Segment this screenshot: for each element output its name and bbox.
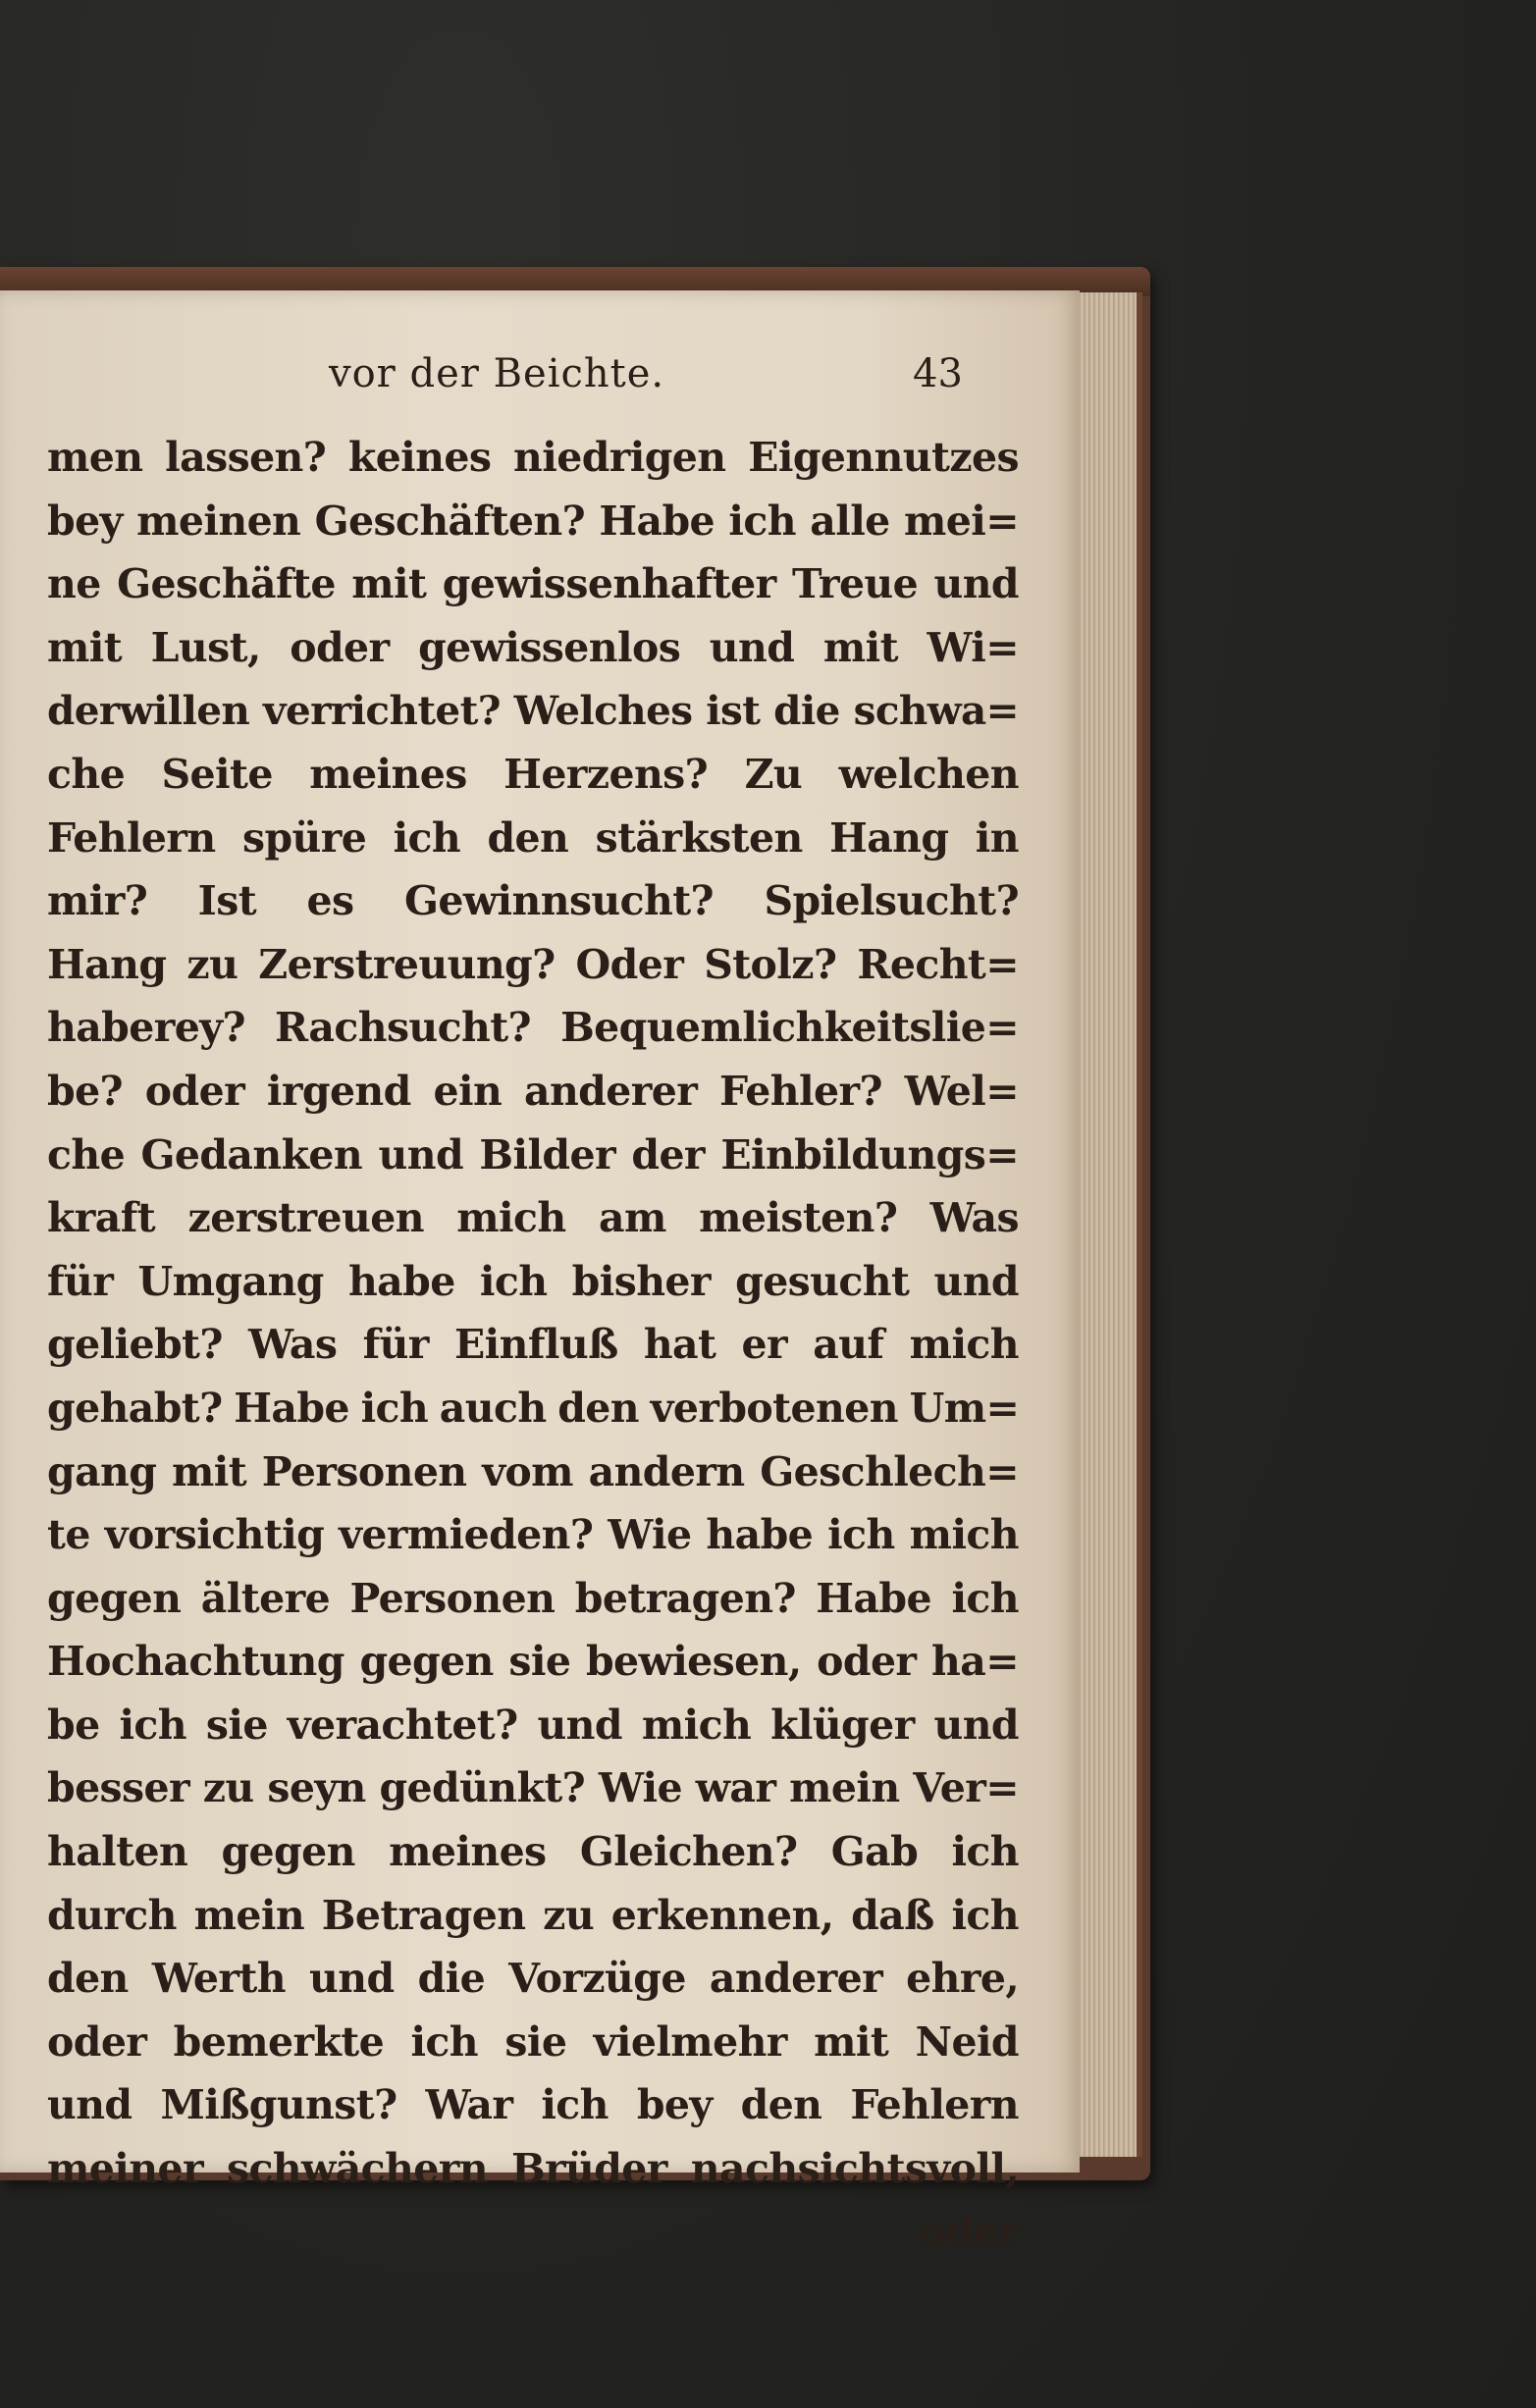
text-line: che Gedanken und Bilder der Einbildungs= xyxy=(47,1130,1019,1178)
text-line: halten gegen meines Gleichen? Gab ich xyxy=(47,1828,1019,1876)
text-line: gegen ältere Personen betragen? Habe ich xyxy=(47,1574,1019,1622)
text-line: oder bemerkte ich sie vielmehr mit Neid xyxy=(47,2017,1019,2066)
text-line: che Seite meines Herzens? Zu welchen xyxy=(47,750,1019,798)
text-line: men lassen? keines niedrigen Eigennutzes xyxy=(47,434,1019,481)
text-line: kraft zerstreuen mich am meisten? Was xyxy=(47,1194,1019,1242)
text-line: te vorsichtig vermieden? Wie habe ich mich xyxy=(47,1511,1019,1559)
running-head: vor der Beichte. xyxy=(329,351,665,396)
page-header xyxy=(0,351,1080,410)
text-line: den Werth und die Vorzüge anderer ehre, xyxy=(47,1955,1019,2003)
text-line: derwillen verrichtet? Welches ist die schwa= xyxy=(47,687,1019,735)
text-line: geliebt? Was für Einfluß hat er auf mich xyxy=(47,1321,1019,1369)
text-line: Hochachtung gegen sie bewiesen, oder ha= xyxy=(47,1638,1019,1686)
text-line: Fehlern spüre ich den stärksten Hang in xyxy=(47,813,1019,862)
text-line: für Umgang habe ich bisher gesucht und xyxy=(47,1257,1019,1305)
text-line: bey meinen Geschäften? Habe ich alle mei= xyxy=(47,497,1019,545)
text-line: mit Lust, oder gewissenlos und mit Wi= xyxy=(47,623,1019,671)
text-line: gehabt? Habe ich auch den verbotenen Um= xyxy=(47,1384,1020,1432)
catchword: oder xyxy=(919,2208,1019,2256)
text-line: ne Geschäfte mit gewissenhafter Treue und xyxy=(47,560,1019,608)
text-line: meiner schwächern Brüder nachsichtsvoll, xyxy=(47,2145,1019,2193)
text-line: haberey? Rachsucht? Bequemlichkeitslie= xyxy=(47,1004,1019,1052)
text-line: durch mein Betragen zu erkennen, daß ich xyxy=(47,1891,1019,1939)
text-line: Hang zu Zerstreuung? Oder Stolz? Recht= xyxy=(47,940,1019,988)
text-line: besser zu seyn gedünkt? Wie war mein Ver= xyxy=(47,1764,1019,1812)
text-line: und Mißgunst? War ich bey den Fehlern xyxy=(47,2081,1019,2129)
text-line: be? oder irgend ein anderer Fehler? Wel= xyxy=(47,1067,1019,1115)
body-text xyxy=(47,426,1019,2264)
text-line: be ich sie verachtet? und mich klüger und xyxy=(47,1701,1019,1749)
text-line: mir? Ist es Gewinnsucht? Spielsucht? xyxy=(47,877,1019,925)
book-page xyxy=(0,290,1080,2256)
page-number: 43 xyxy=(913,351,963,396)
text-line: gang mit Personen vom andern Geschlech= xyxy=(47,1447,1019,1495)
